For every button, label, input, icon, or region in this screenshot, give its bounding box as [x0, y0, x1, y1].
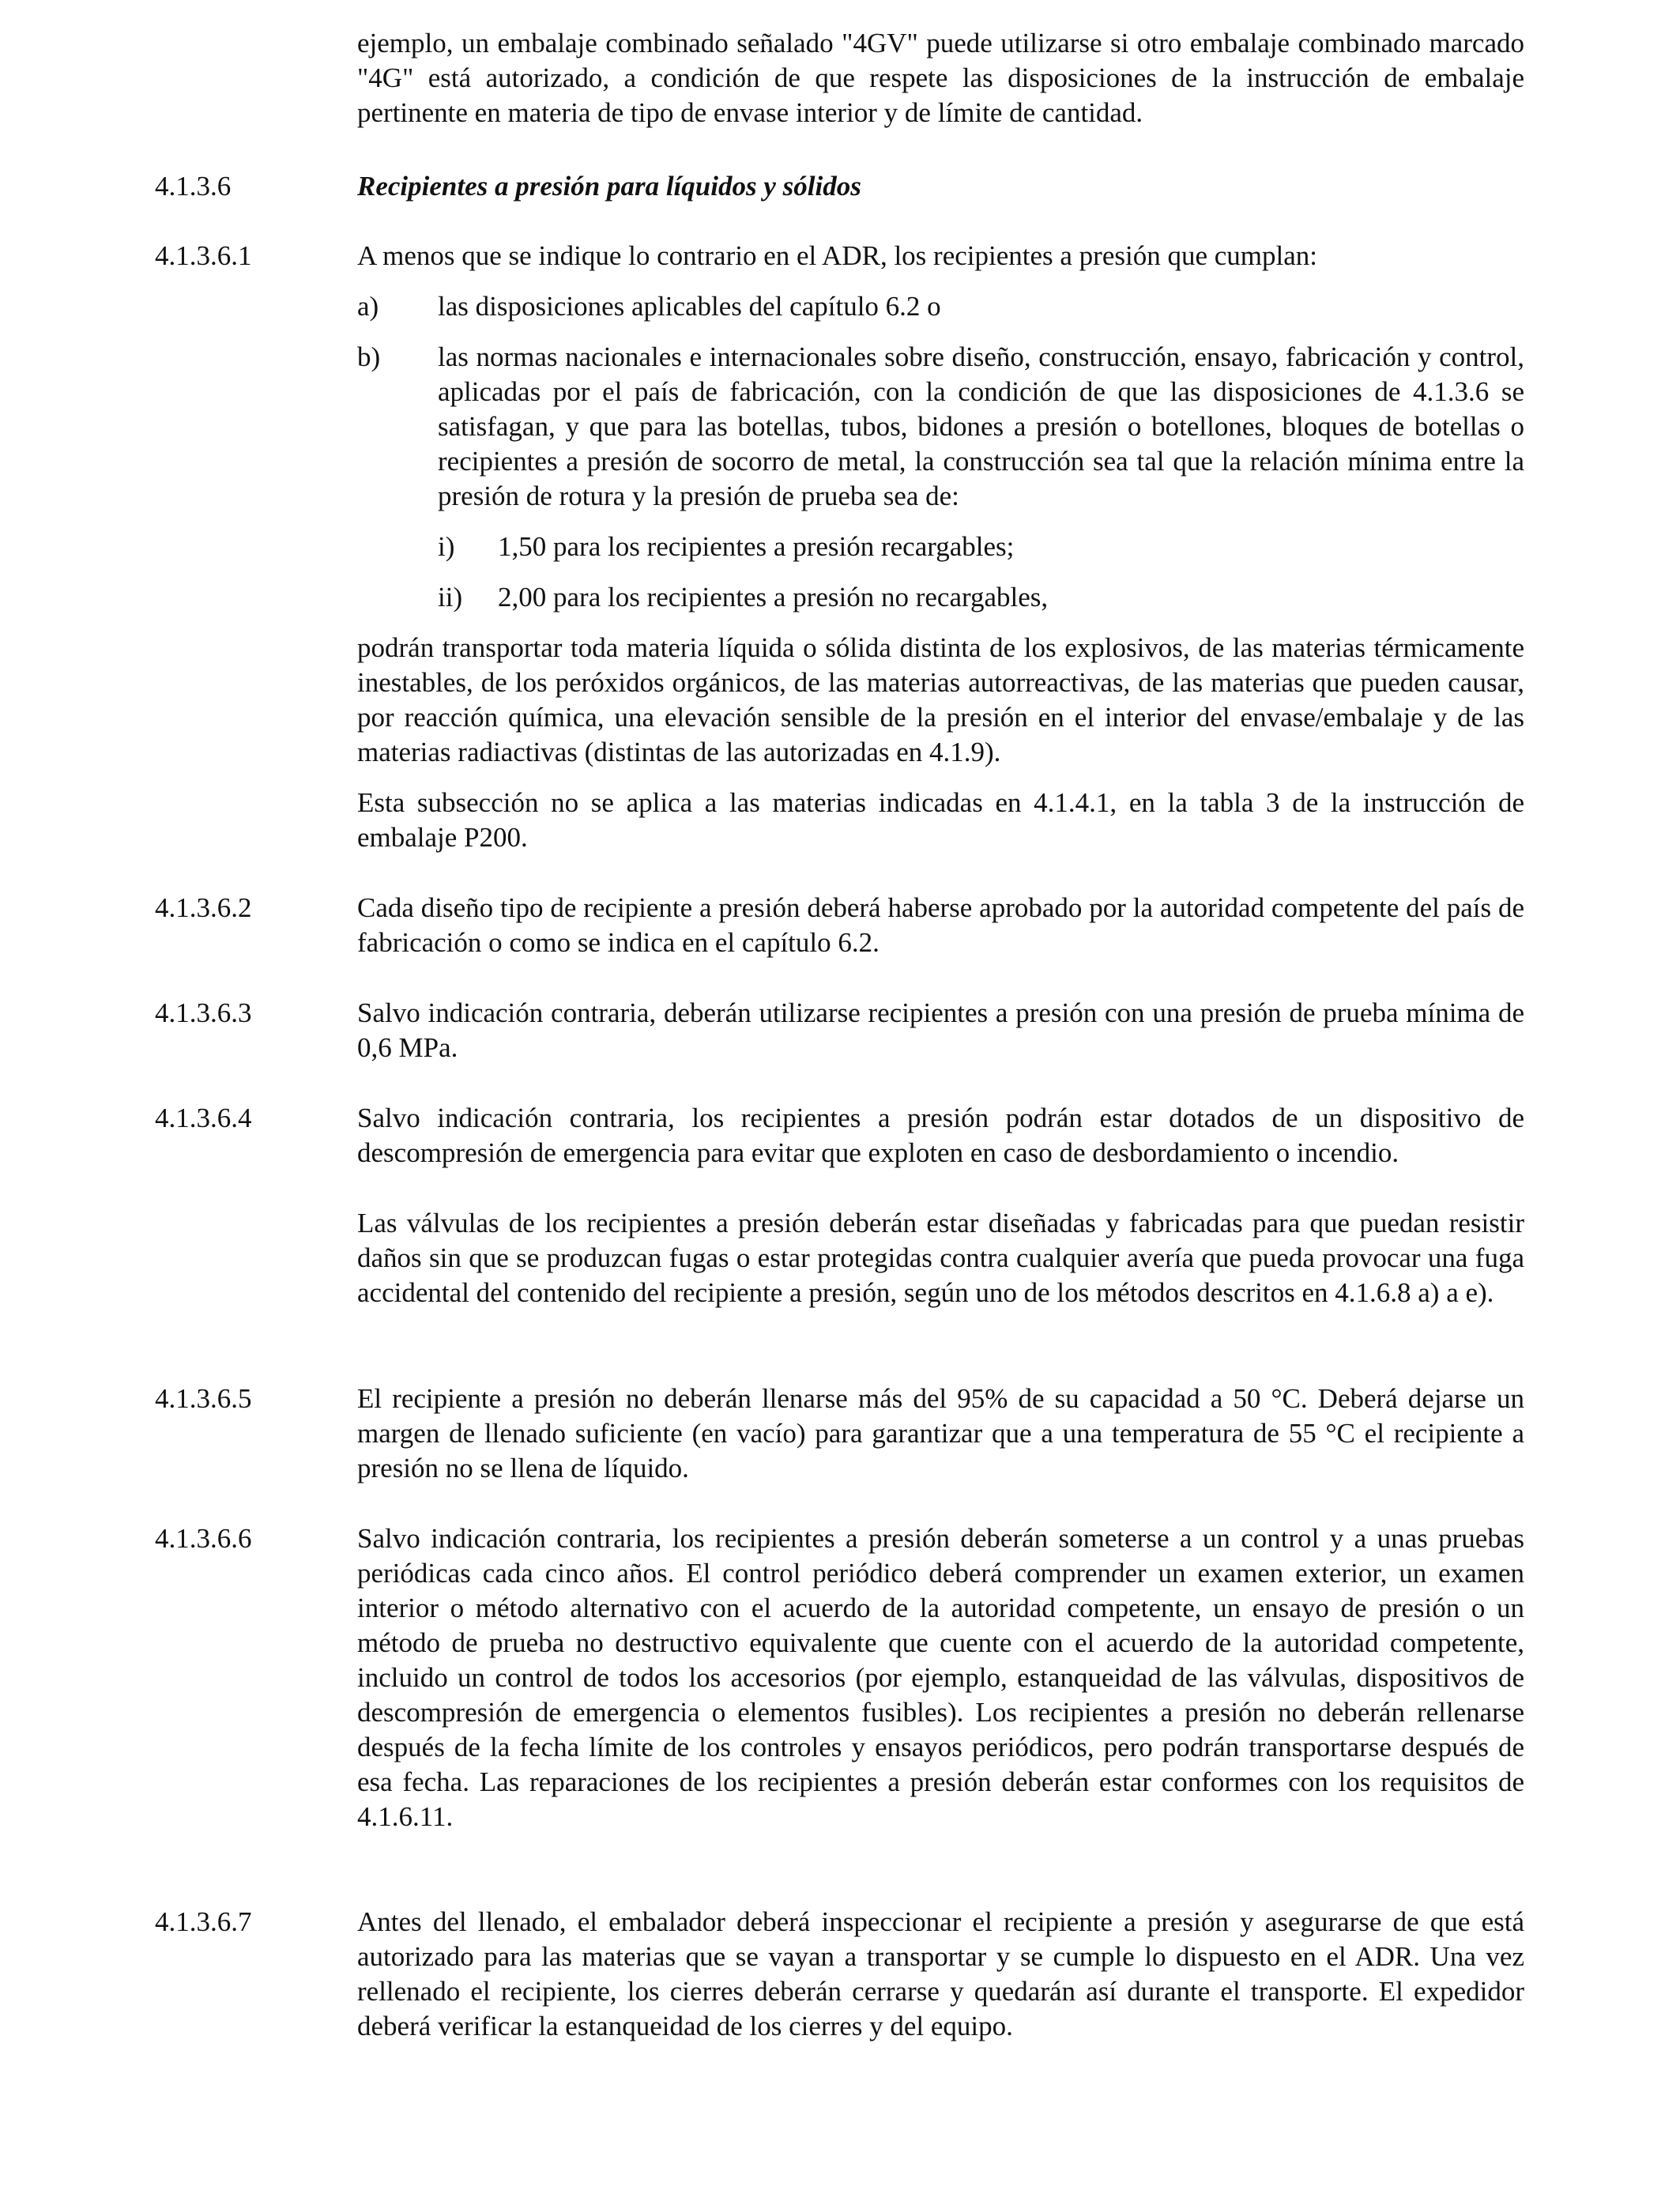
paragraph-1-lead: A menos que se indique lo contrario en el ADR, los recipientes a presión que cumplan: — [357, 240, 1317, 271]
paragraph-3-text: Salvo indicación contraria, deberán utilizarse recipientes a presión con una presión de prueba mínima de 0,6 MPa. — [357, 997, 1524, 1063]
paragraph-2-text: Cada diseño tipo de recipiente a presión deberá haberse aprobado por la autoridad competente del país de fabricación o como se indica en el capítulo 6.2. — [357, 892, 1524, 958]
item-b-text: las normas nacionales e internacionales sobre diseño, construcción, ensayo, fabricación y control, aplicadas por el país de fabricación, con la condición de que las disposiciones de 4.1.3.6 se satisfagan, y que para las botellas, tubos, bidones a presión o botellones, bloques de botellas o recipientes a presión de socorro de metal, la construcción sea tal que la relación mínima entre la presión de rotura y la presión de prueba sea de: — [438, 341, 1524, 511]
paragraph-number-1: 4.1.3.6.1 — [155, 240, 252, 271]
item-a-marker: a) — [357, 291, 379, 322]
paragraph-number-5: 4.1.3.6.5 — [155, 1383, 252, 1414]
paragraph-4-text-2: Las válvulas de los recipientes a presión deberán estar diseñadas y fabricadas para que puedan resistir daños sin que se produzcan fugas o estar protegidas contra cualquier avería que pueda provocar una fuga accidental del contenido del recipiente a presión, según uno de los métodos descritos en 4.1.6.8 a) a e). — [357, 1208, 1524, 1308]
intro-paragraph: ejemplo, un embalaje combinado señalado "4GV" puede utilizarse si otro embalaje combinado marcado "4G" está autorizado, a condición de que respete las disposiciones de la instrucción de embalaje pertinente en materia de tipo de envase interior y de límite de cantidad. — [357, 28, 1524, 128]
paragraph-7-text: Antes del llenado, el embalador deberá inspeccionar el recipiente a presión y asegurarse de que está autorizado para las materias que se vayan a transportar y se cumple lo dispuesto en el ADR. Una vez rellenado el recipiente, los cierres deberán cerrarse y quedarán así durante el transporte. El expedidor deberá verificar la estanqueidad de los cierres y del equipo. — [357, 1906, 1524, 2041]
section-number: 4.1.3.6 — [155, 171, 232, 202]
paragraph-number-6: 4.1.3.6.6 — [155, 1523, 252, 1554]
paragraph-number-7: 4.1.3.6.7 — [155, 1906, 252, 1937]
item-b-marker: b) — [357, 341, 381, 372]
paragraph-4-text: Salvo indicación contraria, los recipientes a presión podrán estar dotados de un dispositivo de descompresión de emergencia para evitar que exploten en caso de desbordamiento o incendio. — [357, 1103, 1524, 1168]
item-a-text: las disposiciones aplicables del capítulo 6.2 o — [438, 291, 941, 322]
paragraph-6-text: Salvo indicación contraria, los recipientes a presión deberán someterse a un control y a unas pruebas periódicas cada cinco años. El control periódico deberá comprender un examen exterior, un examen interior o método alternativo con el acuerdo de la autoridad competente, un ensayo de presión o un método de prueba no destructivo equivalente que cuente con el acuerdo de la autoridad competente, incluido un control de todos los accesorios (por ejemplo, estanqueidad de las válvulas, dispositivos de descompresión de emergencia o elementos fusibles). Los recipientes a presión no deberán rellenarse después de la fecha límite de los controles y ensayos periódicos, pero podrán transportarse después de esa fecha. Las reparaciones de los recipientes a presión deberán estar conformes con los requisitos de 4.1.6.11. — [357, 1523, 1524, 1832]
paragraph-1-note: Esta subsección no se aplica a las materias indicadas en 4.1.4.1, en la tabla 3 de la instrucción de embalaje P200. — [357, 787, 1524, 853]
subitem-ii-text: 2,00 para los recipientes a presión no recargables, — [498, 582, 1049, 613]
paragraph-number-2: 4.1.3.6.2 — [155, 892, 252, 923]
subitem-i-marker: i) — [438, 531, 455, 562]
paragraph-number-4: 4.1.3.6.4 — [155, 1103, 252, 1133]
paragraph-number-3: 4.1.3.6.3 — [155, 997, 252, 1028]
subitem-i-text: 1,50 para los recipientes a presión recargables; — [498, 531, 1015, 562]
subitem-ii-marker: ii) — [438, 582, 463, 613]
paragraph-5-text: El recipiente a presión no deberán llenarse más del 95% de su capacidad a 50 °C. Deberá dejarse un margen de llenado suficiente (en vacío) para garantizar que a una temperatura de 55 °C el recipiente a presión no se llena de líquido. — [357, 1383, 1524, 1483]
section-title: Recipientes a presión para líquidos y sólidos — [357, 171, 861, 202]
paragraph-1-conclusion: podrán transportar toda materia líquida o sólida distinta de los explosivos, de las materias térmicamente inestables, de los peróxidos orgánicos, de las materias autorreactivas, de las materias que pueden causar, por reacción química, una elevación sensible de la presión en el interior del envase/embalaje y de las materias radiactivas (distintas de las autorizadas en 4.1.9). — [357, 632, 1524, 767]
